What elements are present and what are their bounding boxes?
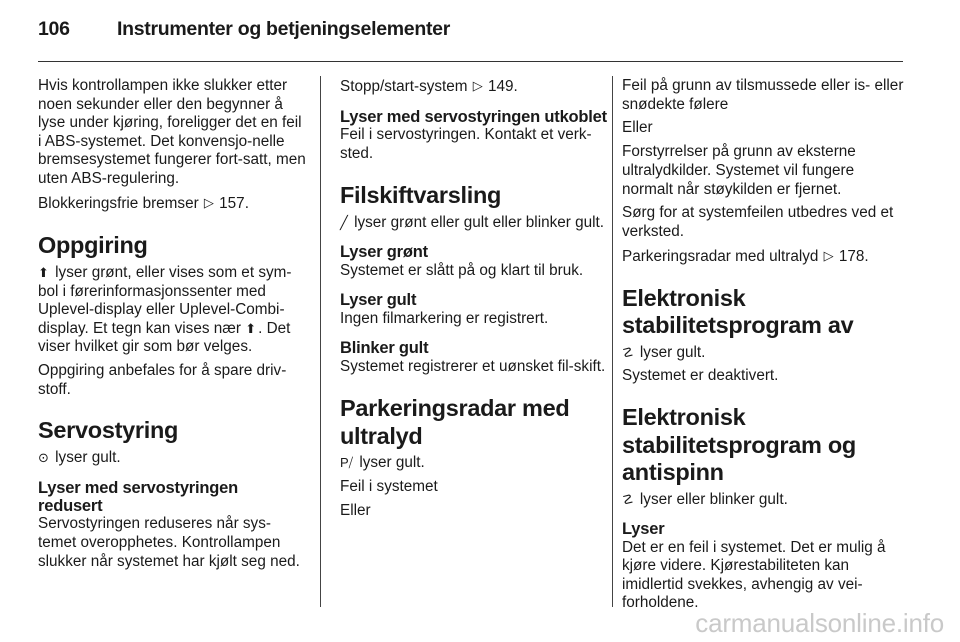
page-header bbox=[38, 18, 450, 41]
abs-ref-paragraph: Blokkeringsfrie bremser ▷ 157. bbox=[38, 194, 249, 212]
page-ref-arrow-icon: ▷ bbox=[823, 247, 834, 263]
watermark: carmanualsonline.info bbox=[695, 608, 944, 638]
lane-paragraph: ╱ lyser grønt eller gult eller blinker gult. bbox=[340, 213, 605, 231]
workshop-paragraph: Sørg for at systemfeilen utbedres ved et verksted. bbox=[622, 204, 894, 241]
yellow-paragraph: Ingen filmarkering er registrert. bbox=[340, 309, 549, 327]
page-number: 106 bbox=[38, 18, 70, 40]
power-steering-icon: ⊙ bbox=[38, 449, 49, 465]
parking-ref-paragraph: Parkeringsradar med ultralyd ▷ 178. bbox=[622, 247, 869, 265]
section-heading-parking: Parkeringsradar med ultralyd bbox=[340, 395, 570, 449]
section-heading-esc-off: Elektronisk stabilitetsprogram av bbox=[622, 284, 854, 339]
esc-off-paragraph: ☡ lyser gult. bbox=[622, 343, 706, 361]
subheading-reduced: Lyser med servostyringen redusert bbox=[38, 478, 239, 515]
parking-radar-icon: P⧸ bbox=[340, 455, 354, 471]
green-paragraph: Systemet er slått på og klart til bruk. bbox=[340, 261, 584, 279]
steering-off-paragraph: Feil i servostyringen. Kontakt et verk-sted. bbox=[340, 126, 592, 162]
reduced-paragraph: Servostyringen reduseres når sys-temet overopphetes. Kontrollampen slukker når systemet har kjølt seg ned. bbox=[38, 515, 300, 570]
gear-paragraph: ⬆ lyser grønt, eller vises som et sym-bol i førerinformasjonssenter med Uplevel-display eller Uplevel-Combi-display. Et tegn kan vises nær ⬆ . Det viser hvilket gir som bør velges. bbox=[38, 263, 292, 356]
column-3 bbox=[622, 77, 904, 613]
esc-off-desc: Systemet er deaktivert. bbox=[622, 367, 779, 385]
section-heading-esc: Elektronisk stabilitetsprogram og antispinn bbox=[622, 404, 856, 486]
page-ref-arrow-icon: ▷ bbox=[203, 194, 214, 210]
subheading-blink: Blinker gult bbox=[340, 339, 429, 358]
esc-fault-paragraph: Det er en feil i systemet. Det er mulig å kjøre videre. Kjørestabiliteten kan imidlertid svekkes, avhengig av vei-forholdene. bbox=[622, 538, 886, 612]
interference-paragraph: Forstyrrelser på grunn av eksterne ultralydkilder. Systemet vil fungere normalt når støykilden er fjernet. bbox=[622, 143, 856, 198]
or-paragraph: Eller bbox=[622, 119, 653, 137]
gear-tip-paragraph: Oppgiring anbefales for å spare driv-stoff. bbox=[38, 362, 287, 398]
gear-shift-icon: ⬆ bbox=[38, 264, 49, 280]
section-heading-lane: Filskiftvarsling bbox=[340, 182, 502, 209]
subheading-lyser: Lyser bbox=[622, 520, 665, 539]
section-heading-gear: Oppgiring bbox=[38, 232, 148, 259]
sensor-dirt-paragraph: Feil på grunn av tilsmussede eller is- eller snødekte følere bbox=[622, 77, 904, 113]
gear-shift-icon: ⬆ bbox=[245, 320, 257, 336]
page-title: Instrumenter og betjeningselementer bbox=[117, 18, 450, 40]
particle-filter-icon: ╱ bbox=[340, 214, 348, 230]
column-2 bbox=[340, 77, 608, 521]
section-heading-steering: Servostyring bbox=[38, 417, 179, 444]
column-divider-1 bbox=[320, 76, 321, 607]
subheading-yellow: Lyser gult bbox=[340, 291, 417, 310]
abs-paragraph: Hvis kontrollampen ikke slukker etter noen sekunder eller den begynner å lyse under kjøring, foreligger det en feil i ABS-systemet. Det konvensjo-nelle bremsesystemet fungerer fort-satt, men uten ABS-regulering. bbox=[38, 77, 306, 187]
esc-paragraph: ☡ lyser eller blinker gult. bbox=[622, 490, 788, 508]
steering-paragraph: ⊙ lyser gult. bbox=[38, 448, 121, 466]
esc-off-icon: ☡ bbox=[622, 344, 634, 360]
parking-paragraph: P⧸ lyser gult. bbox=[340, 454, 425, 472]
column-1 bbox=[38, 77, 306, 571]
esc-icon: ☡ bbox=[622, 491, 634, 507]
startstop-ref-paragraph: Stopp/start-system ▷ 149. bbox=[340, 78, 518, 95]
subheading-steering-off: Lyser med servostyringen utkoblet bbox=[340, 107, 607, 126]
parking-or-paragraph: Eller bbox=[340, 502, 371, 520]
subheading-green: Lyser grønt bbox=[340, 243, 428, 262]
page-ref-arrow-icon: ▷ bbox=[472, 78, 483, 93]
blink-paragraph: Systemet registrerer et uønsket fil-skift. bbox=[340, 357, 606, 375]
header-rule bbox=[38, 61, 903, 62]
parking-fault-paragraph: Feil i systemet bbox=[340, 478, 438, 496]
column-divider-2 bbox=[612, 76, 613, 607]
